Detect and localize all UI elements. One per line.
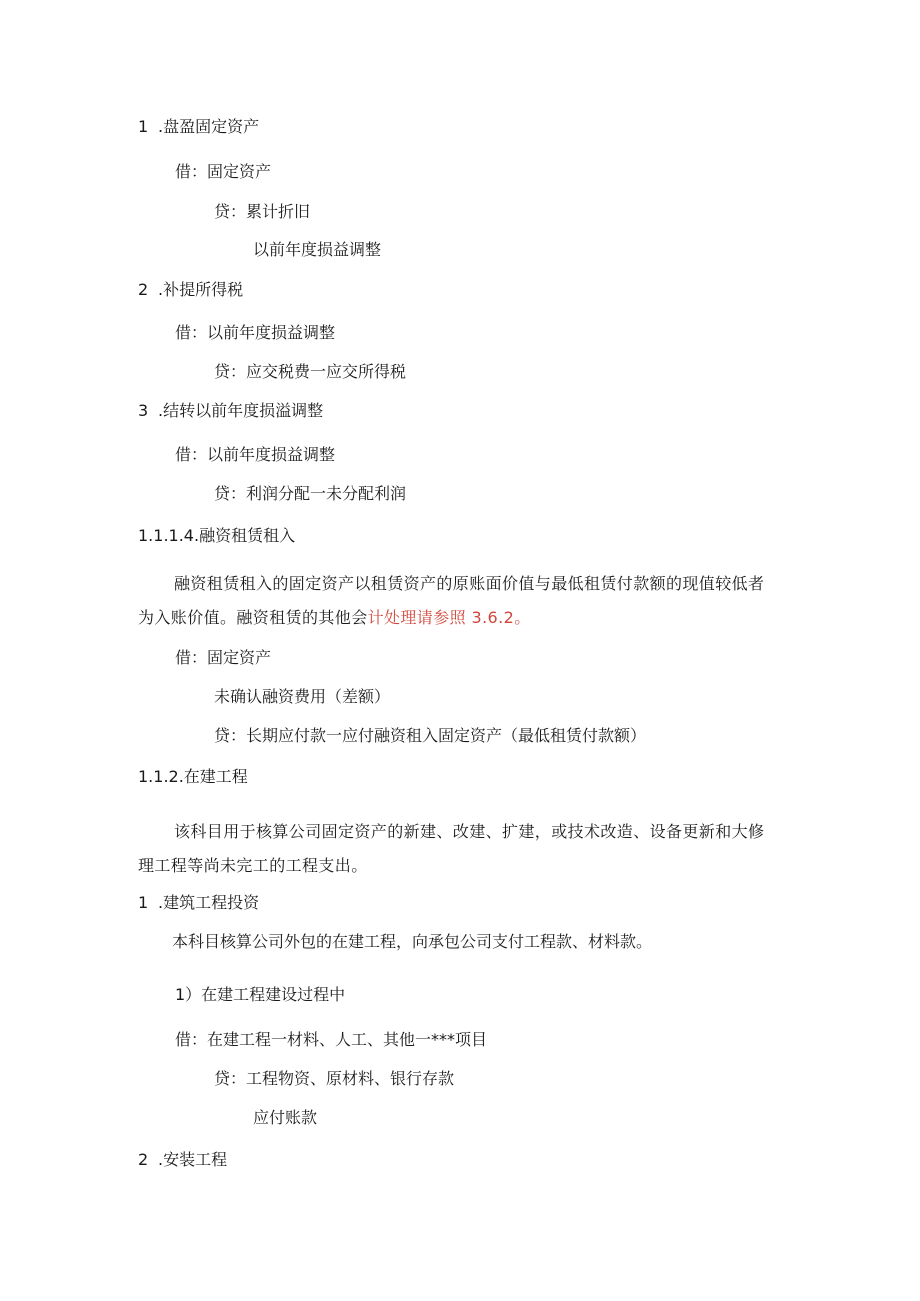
section-2-debit: 借：以前年度损益调整: [175, 323, 336, 342]
section-3-credit: 贷：利润分配一未分配利润: [214, 484, 407, 503]
construction-heading: [138, 892, 259, 914]
section-3-number: 3: [138, 401, 149, 420]
construction-debit: 借：在建工程一材料、人工、其他一***项目: [175, 1030, 488, 1049]
section-1-title: .盘盈固定资产: [158, 117, 260, 136]
construction-title: .建筑工程投资: [158, 893, 260, 912]
section-2-title: .补提所得税: [158, 280, 244, 299]
finance-lease-credit: 贷：长期应付款一应付融资租入固定资产（最低租赁付款额）: [214, 726, 647, 745]
construction-credit: 贷：工程物资、原材料、银行存款: [214, 1069, 455, 1088]
section-2-number: 2: [138, 280, 149, 299]
finance-lease-paragraph: [138, 567, 780, 635]
construction-subheading: 1）在建工程建设过程中: [175, 985, 346, 1004]
installation-number: 2: [138, 1150, 149, 1169]
section-2-heading: [138, 279, 243, 301]
section-2-credit: 贷：应交税费一应交所得税: [214, 362, 407, 381]
construction-number: 1: [138, 893, 149, 912]
section-1-credit-2: 以前年度损益调整: [253, 240, 382, 259]
section-1-credit: 贷：累计折旧: [214, 202, 311, 221]
section-3-title: .结转以前年度损溢调整: [158, 401, 324, 420]
section-1-number: 1: [138, 117, 149, 136]
finance-lease-reference-link[interactable]: 计处理请参照 3.6.2。: [367, 608, 531, 627]
section-3-debit: 借：以前年度损益调整: [175, 445, 336, 464]
section-1-heading: [138, 116, 259, 138]
heading-1-1-2: 1.1.2.在建工程: [138, 767, 248, 786]
section-3-heading: [138, 400, 323, 422]
heading-1-1-1-4: 1.1.1.4.融资租赁租入: [138, 526, 296, 545]
installation-heading: [138, 1149, 227, 1171]
finance-lease-debit-2: 未确认融资费用（差额）: [214, 687, 391, 706]
finance-lease-debit: 借：固定资产: [175, 648, 272, 667]
installation-title: .安装工程: [158, 1150, 228, 1169]
section-1-debit: 借：固定资产: [175, 162, 272, 181]
construction-credit-2: 应付账款: [253, 1108, 318, 1127]
finance-lease-text: 融资租赁租入的固定资产以租赁资产的原账面价值与最低租赁付款额的现值较低者为入账价值。融资租赁的其他会: [138, 574, 765, 627]
cip-paragraph: 该科目用于核算公司固定资产的新建、改建、扩建，或技术改造、设备更新和大修理工程等尚未完工的工程支出。: [138, 822, 765, 875]
construction-intro: 本科目核算公司外包的在建工程，向承包公司支付工程款、材料款。: [172, 932, 653, 951]
